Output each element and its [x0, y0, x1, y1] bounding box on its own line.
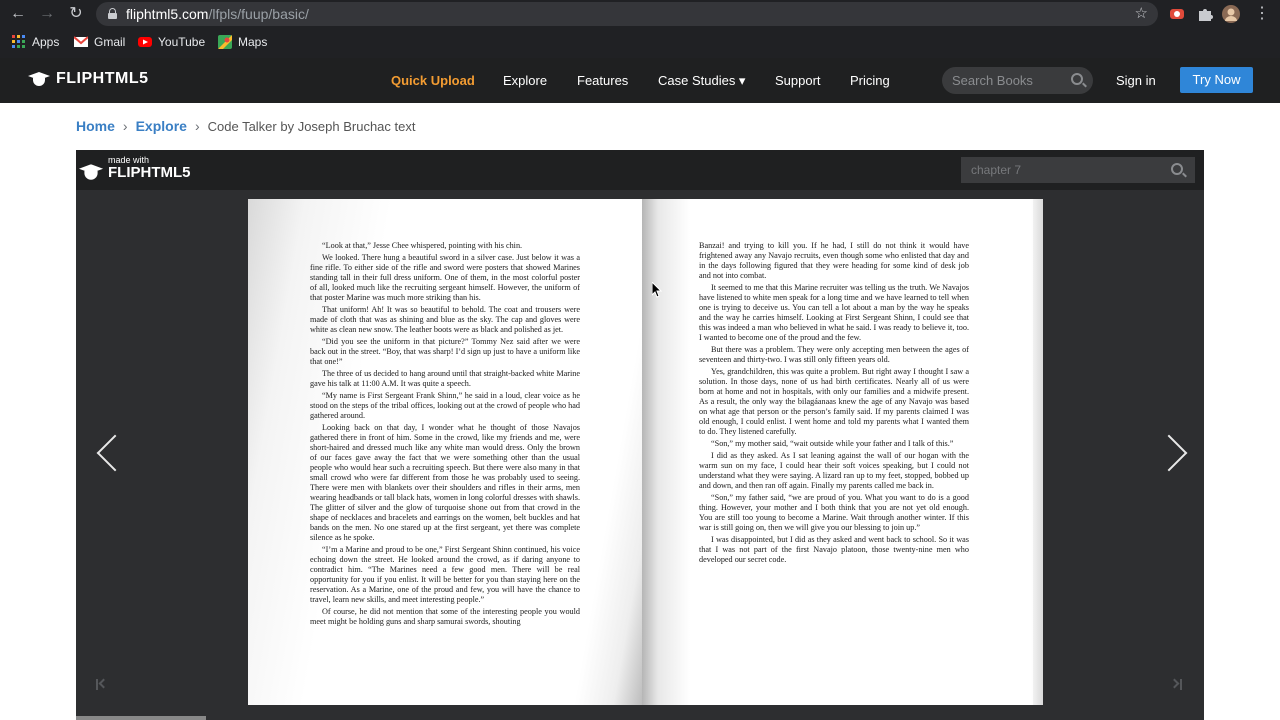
menu-pricing[interactable]: Pricing — [850, 73, 890, 88]
left-page[interactable] — [248, 199, 642, 705]
left-page-paragraph: Looking back on that day, I wonder what he thought of those Navajos gathered there in front of him. Some in the crowd, like my friends and me, were short-haired and dressed much like any white man would dress. Only the brown of our faces gave away the fact that we were something other than the usual people who would hear such a recruiting speech. But there were also many in that small crowd who were far different from those he was probably used to seeing. There were men with blankets over their shoulders and rifles in their arms, men wearing headbands or tall black hats, women in long colorful dresses with shawls. The glitter of silver and the glow of turquoise shone out from that crowd in the shape of necklaces and bracelets and earrings on the women, belt buckles and hat bands on the men. No one stared up at the first sergeant, yet there was complete silence as he spoke. — [310, 423, 580, 542]
left-page-text — [310, 241, 580, 629]
extension-icon[interactable] — [1168, 5, 1186, 23]
horizontal-scrollbar[interactable] — [76, 716, 206, 720]
search-books-input[interactable] — [952, 71, 1062, 90]
menu-quick-upload[interactable]: Quick Upload — [391, 73, 475, 88]
next-page-arrow-icon[interactable] — [1160, 427, 1190, 477]
previous-page-arrow-icon[interactable] — [92, 427, 122, 477]
right-page-paragraph: Yes, grandchildren, this was quite a problem. But right away I thought I saw a solution. In those days, none of us had birth certificates. Nearly all of us were born at home and not in hospitals, with only our families and a midwife present. As a result, the only way the bilagáanaas knew the age of any Navajo was based on what age that person or the person’s family said. If my parents claimed I was old enough, I could enlist. I went home and told my parents what I wanted them to do. They listened carefully. — [699, 367, 969, 436]
lock-icon — [108, 8, 117, 19]
left-page-paragraph: “I’m a Marine and proud to be one,” First Sergeant Shinn continued, his voice echoing down the street. He looked around the crowd, as if daring anyone to contradict him. “The Marines need a few good men. There will be real opportunity for you if you enlist. It will be better for you than staying here on the reservation. As a Marine, one of the proud and few, you will have the chance to travel, learn new skills, and meet interesting people.” — [310, 545, 580, 604]
breadcrumb-current: Code Talker by Joseph Bruchac text — [207, 118, 416, 134]
try-now-button[interactable]: Try Now — [1180, 67, 1253, 93]
reload-icon[interactable]: ↻ — [69, 5, 83, 22]
viewer-toolbar — [76, 150, 1204, 190]
made-with-text: made with — [108, 155, 150, 165]
right-page-text — [699, 241, 969, 567]
page-edge — [1033, 199, 1043, 705]
search-icon[interactable] — [1171, 163, 1183, 175]
right-page-paragraph: I was disappointed, but I did as they asked and went back to school. So it was that I was not part of the first Navajo platoon, those twenty-nine men who developed our secret code. — [699, 535, 969, 564]
breadcrumb-home[interactable]: Home — [76, 118, 115, 134]
left-page-paragraph: “My name is First Sergeant Frank Shinn,” he said in a loud, clear voice as he stood on the steps of the tribal offices, looking out at the crowd of people who had gathered around. — [310, 391, 580, 420]
bookmark-star-icon[interactable]: ☆ — [1134, 5, 1148, 22]
chevron-right-icon: › — [194, 118, 200, 134]
menu-support[interactable]: Support — [775, 73, 821, 88]
fliphtml5-logo[interactable] — [28, 70, 149, 88]
right-page-paragraph: I did as they asked. As I sat leaning against the wall of our hogan with the warm sun on my face, I could hear their soft voices speaking, but I could not understand what they were saying. A lizard ran up to my feet, stopped, bobbed up and down, and then ran off again. Finally my parents called me back in. — [699, 451, 969, 490]
mouse-cursor-icon — [652, 282, 662, 298]
made-with-fliphtml5-logo[interactable] — [80, 156, 191, 181]
site-header — [0, 58, 1280, 103]
last-page-icon[interactable] — [1170, 678, 1184, 692]
bookmark-label: YouTube — [158, 35, 206, 49]
menu-case-studies[interactable]: Case Studies ▾ — [658, 73, 746, 88]
search-books-box — [942, 67, 1093, 94]
bookmark-maps[interactable] — [218, 35, 267, 49]
right-page-paragraph: “Son,” my father said, “we are proud of you. What you want to do is a good thing. However, your mother and I both think that you are not yet old enough. You are still too young to become a Marine. Wait through another winter. If this war is still going on, then we will give you our blessing to join up.” — [699, 493, 969, 532]
bookmark-label: Apps — [32, 35, 60, 49]
right-page[interactable] — [642, 199, 1043, 705]
flipbook-viewer — [76, 150, 1204, 720]
maps-icon — [218, 35, 232, 49]
chrome-menu-icon[interactable]: ⋮ — [1254, 5, 1270, 22]
sign-in-link[interactable]: Sign in — [1116, 73, 1156, 88]
address-row — [0, 0, 1280, 28]
logo-text: FLIPHTML5 — [56, 70, 149, 87]
youtube-icon — [138, 35, 152, 49]
profile-avatar[interactable] — [1222, 5, 1240, 23]
right-page-paragraph: But there was a problem. They were only accepting men between the ages of seventeen and thirty-two. I was still only fifteen years old. — [699, 345, 969, 364]
right-page-paragraph: It seemed to me that this Marine recruiter was telling us the truth. We Navajos have listened to white men speak for a long time and we have learned to tell when one is trying to deceive us. You can tell a lot about a man by the way he speaks and the way he carries himself. Looking at First Sergeant Shinn, I could see that this was indeed a man who believed in what he said. I was ready to believe it, too. I wanted to become one of the proud and the few. — [699, 283, 969, 342]
back-arrow-icon[interactable]: ← — [10, 5, 26, 22]
graduation-cap-icon — [28, 70, 50, 88]
puzzle-extensions-icon[interactable] — [1196, 5, 1214, 23]
forward-arrow-icon[interactable]: → — [39, 5, 55, 22]
made-with-brand: FLIPHTML5 — [108, 164, 191, 181]
right-page-paragraph: Banzai! and trying to kill you. If he had, I still do not think it would have frightened away any Navajo recruits, even though some who enlisted that day and in the days following figured that they were heading for some kind of desk job and not into combat. — [699, 241, 969, 280]
gmail-icon — [74, 35, 88, 49]
apps-grid-icon — [12, 35, 26, 49]
menu-explore[interactable]: Explore — [503, 73, 548, 88]
bookmark-apps[interactable] — [12, 35, 59, 49]
bookmark-youtube[interactable] — [138, 35, 205, 49]
left-page-paragraph: Of course, he did not mention that some of the interesting people you would meet might be holding guns and sharp samurai swords, shouting — [310, 607, 580, 626]
url-text[interactable]: fliphtml5.com/lfpls/fuup/basic/ — [126, 6, 309, 22]
open-book[interactable] — [248, 199, 1043, 705]
book-search-input[interactable] — [971, 162, 1161, 178]
search-icon[interactable] — [1071, 73, 1083, 85]
first-page-icon[interactable] — [96, 678, 110, 692]
left-page-paragraph: “Look at that,” Jesse Chee whispered, pointing with his chin. — [322, 241, 523, 250]
right-page-paragraph: “Son,” my mother said, “wait outside while your father and I talk of this.” — [711, 439, 954, 448]
left-page-paragraph: The three of us decided to hang around until that straight-backed white Marine gave his talk at 11:00 A.M. It was quite a speech. — [310, 369, 580, 388]
bookmark-label: Maps — [238, 35, 268, 49]
left-page-paragraph: That uniform! Ah! It was so beautiful to behold. The coat and trousers were made of cloth that was as shining and blue as the sky. The cap and gloves were white as clean new snow. The leather boots were as black and polished as jet. — [310, 305, 580, 334]
graduation-cap-icon — [79, 162, 103, 182]
bookmarks-bar — [0, 30, 1280, 56]
bookmark-label: Gmail — [94, 35, 126, 49]
browser-chrome — [0, 0, 1280, 58]
menu-features[interactable]: Features — [577, 73, 629, 88]
chevron-right-icon: › — [122, 118, 128, 134]
left-page-paragraph: We looked. There hung a beautiful sword in a silver case. Just below it was a fine rifle. To either side of the rifle and sword were posters that showed Marines standing tall in their full dress uniform. One of them, in the most colorful poster of all, looked much like the recruiting sergeant himself. However, the uniform of that poster Marine was much more striking than his. — [310, 253, 580, 302]
bookmark-gmail[interactable] — [74, 35, 125, 49]
book-search-box — [961, 157, 1195, 183]
breadcrumb — [76, 118, 415, 134]
address-bar[interactable] — [96, 2, 1158, 26]
breadcrumb-explore[interactable]: Explore — [135, 118, 187, 134]
left-page-paragraph: “Did you see the uniform in that picture?” Tommy Nez said after we were back out in the street. “Boy, that was sharp! I’d sign up just to have a uniform like that one!” — [310, 337, 580, 366]
